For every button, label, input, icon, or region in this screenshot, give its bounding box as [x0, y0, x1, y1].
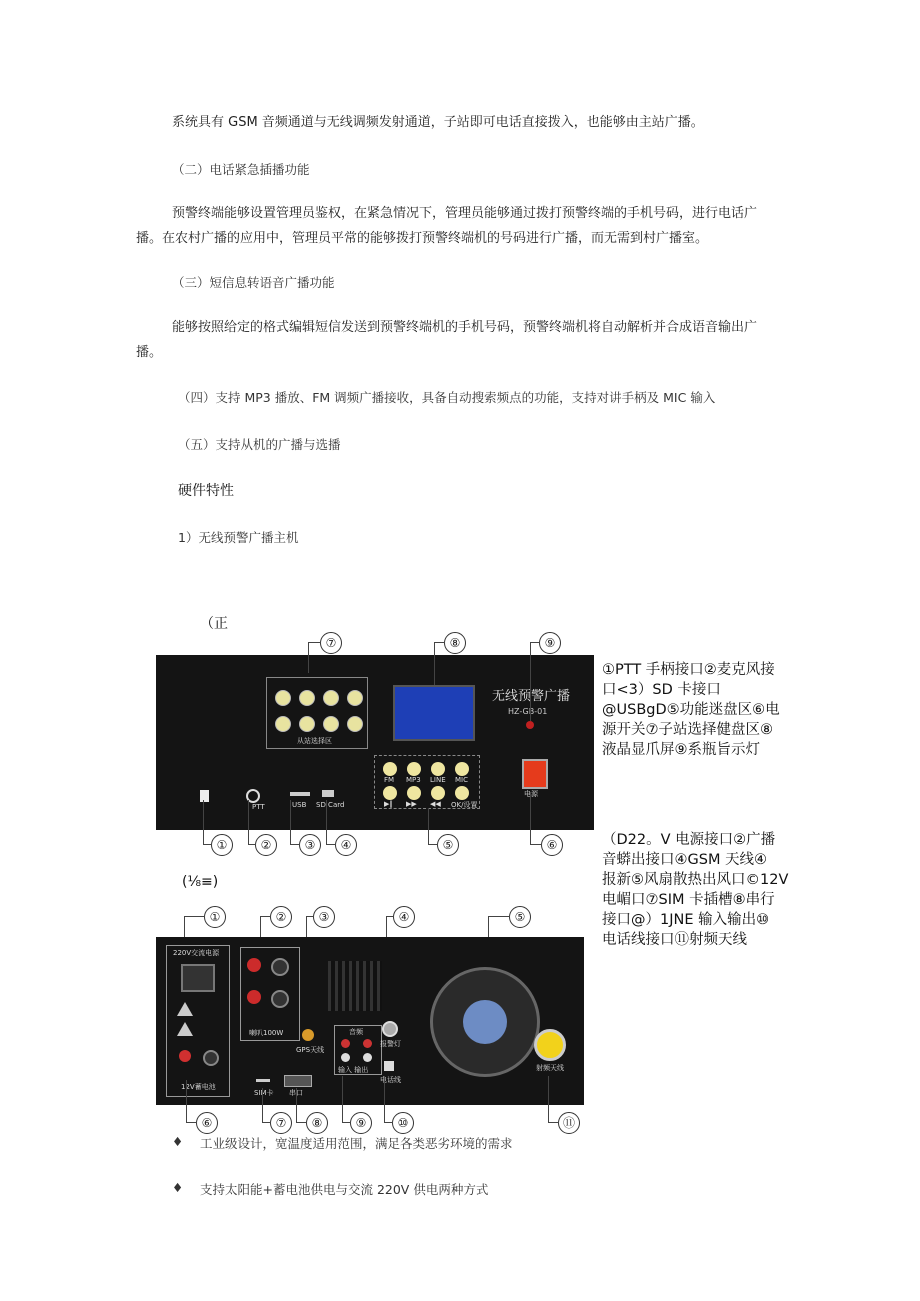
bullet-industrial-design: 工业级设计，宽温度适用范围，满足各类恶劣环境的需求	[200, 1136, 513, 1151]
front-legend-line: ①PTT 手柄接口②麦克风接	[602, 662, 775, 678]
front-callout-6: ⑥	[541, 834, 563, 856]
front-callout-9: ⑨	[539, 632, 561, 654]
serial-port	[284, 1075, 312, 1087]
vent-grille	[328, 961, 382, 1011]
front-panel-legend	[602, 660, 780, 760]
device-model: HZ-GB-01	[508, 707, 548, 716]
gps-label: GPS天线	[296, 1046, 325, 1054]
rear-panel-legend	[602, 830, 788, 950]
rear-callout-8: ⑧	[306, 1112, 328, 1134]
rear-leader-7	[262, 1088, 271, 1123]
rear-callout-11: ⑪	[558, 1112, 580, 1134]
ac-socket	[181, 964, 215, 992]
sd-label: SD Card	[316, 801, 345, 809]
usb-label: USB	[292, 801, 307, 809]
host-heading: 1）无线预警广播主机	[178, 530, 299, 545]
ptt-label: PTT	[252, 803, 265, 811]
gps-antenna-port	[302, 1029, 314, 1041]
rear-callout-4: ④	[393, 906, 415, 928]
front-panel-caption: （正	[200, 616, 228, 632]
func-label-line: LINE	[430, 776, 446, 784]
func-label-play: ▶‖	[384, 800, 393, 808]
phone-line-port	[384, 1061, 394, 1071]
rear-panel-image	[156, 937, 584, 1105]
rca-jack	[363, 1039, 372, 1048]
rear-leader-11	[548, 1076, 559, 1123]
bullet-marker: ♦	[172, 1134, 184, 1149]
func-label-mp3: MP3	[406, 776, 421, 784]
rca-jack	[341, 1053, 350, 1062]
speaker-output-box	[240, 947, 300, 1041]
audio-io-box	[334, 1025, 382, 1075]
speaker-terminal-black	[271, 958, 289, 976]
lcd-screen	[393, 685, 475, 741]
speaker-terminal-red	[247, 958, 261, 972]
status-indicator-lamp	[526, 721, 534, 729]
front-callout-8: ⑧	[444, 632, 466, 654]
front-leader-6	[530, 792, 542, 845]
rear-callout-6: ⑥	[196, 1112, 218, 1134]
front-leader-3	[290, 800, 300, 845]
sd-slot	[290, 792, 310, 796]
rear-leader-8	[296, 1088, 307, 1123]
rear-panel-caption: (⅛≡)	[182, 874, 219, 890]
rear-callout-9: ⑨	[350, 1112, 372, 1134]
front-legend-line: 液晶显爪屏⑨系瓶旨示灯	[602, 742, 760, 758]
front-leader-7	[308, 642, 321, 673]
ac-power-box	[166, 945, 230, 1097]
rf-antenna-port	[534, 1029, 566, 1061]
func-label-next: ▶▶	[406, 800, 417, 808]
paragraph-emergency-line2: 播。在农村广播的应用中，管理员平常的能够拨打预警终端机的号码进行广播，而无需到村广播室。	[136, 231, 709, 246]
warning-icon	[177, 1022, 193, 1036]
rca-jack	[341, 1039, 350, 1048]
rear-callout-10: ⑩	[392, 1112, 414, 1134]
front-leader-2	[248, 800, 256, 845]
front-callout-5: ⑤	[437, 834, 459, 856]
rear-callout-1: ①	[204, 906, 226, 928]
speaker-terminal-black	[271, 990, 289, 1008]
station-keypad-label: 从站选择区	[297, 737, 332, 745]
rear-callout-3: ③	[313, 906, 335, 928]
rf-label: 射频天线	[536, 1064, 564, 1072]
section-heading-2: （二）电话紧急插播功能	[172, 162, 310, 177]
rear-legend-line: 音蟒出接口④GSM 天线④	[602, 852, 768, 868]
rear-legend-line: （D22。V 电源接口②广播	[602, 832, 776, 848]
usb-port	[322, 790, 334, 797]
audio-sublabel: 输入 输出	[338, 1066, 369, 1074]
front-legend-line: @USBgD⑤功能迷盘区⑥电	[602, 702, 780, 718]
dc-label: 12V蓄电池	[181, 1083, 216, 1091]
power-label: 电源	[524, 790, 538, 798]
func-label-ok: OK/设置	[451, 801, 478, 809]
func-label-fm: FM	[384, 776, 395, 784]
function-keypad	[374, 755, 480, 809]
phone-label: 电话线	[380, 1076, 401, 1084]
sim-label: SIM卡	[254, 1089, 274, 1097]
rca-jack	[363, 1053, 372, 1062]
paragraph-sms-line2: 播。	[136, 345, 163, 360]
func-label-mic: MIC	[455, 776, 468, 784]
gsm-label: 报警灯	[380, 1040, 401, 1048]
gsm-antenna-port	[382, 1021, 398, 1037]
rear-leader-6	[186, 1080, 197, 1123]
cooling-fan	[430, 967, 540, 1077]
rear-callout-2: ②	[270, 906, 292, 928]
front-legend-line: 口<3）SD 卡接口	[602, 682, 721, 698]
speaker-label: 喇叭100W	[249, 1029, 284, 1037]
hardware-heading: 硬件特性	[178, 483, 234, 499]
front-leader-9	[530, 642, 540, 721]
fan-hub	[463, 1000, 507, 1044]
section-heading-5: （五）支持从机的广播与选播	[178, 437, 341, 452]
audio-label: 音频	[349, 1028, 363, 1036]
bullet-marker: ♦	[172, 1180, 184, 1195]
paragraph-gsm: 系统具有 GSM 音频通道与无线调频发射通道，子站即可电话直接拨入，也能够由主站广播。	[172, 115, 704, 130]
front-callout-2: ②	[255, 834, 277, 856]
rear-legend-line: 电嵋口⑦SIM 卡插槽⑧串行	[602, 892, 775, 908]
rear-legend-line: 电话线接口⑪射频天线	[602, 932, 747, 948]
rear-callout-7: ⑦	[270, 1112, 292, 1134]
dc-terminal-red	[179, 1050, 191, 1062]
rear-leader-10	[384, 1076, 393, 1123]
front-callout-1: ①	[211, 834, 233, 856]
sim-slot	[256, 1079, 270, 1082]
station-keypad	[266, 677, 368, 749]
power-switch	[522, 759, 548, 789]
front-leader-5	[428, 808, 438, 845]
func-label-prev: ◀◀	[430, 800, 441, 808]
section-heading-4: （四）支持 MP3 播放、FM 调频广播接收，具备自动搜索频点的功能，支持对讲手柄及 MIC 输入	[178, 390, 716, 405]
front-legend-line: 源开关⑦子站选择健盘区⑧	[602, 722, 773, 738]
rear-callout-5: ⑤	[509, 906, 531, 928]
speaker-terminal-red	[247, 990, 261, 1004]
rear-legend-line: 接口@）1JNE 输入输出⑩	[602, 912, 770, 928]
warning-icon	[177, 1002, 193, 1016]
front-leader-8	[434, 642, 445, 685]
serial-label: 串口	[289, 1089, 303, 1097]
paragraph-sms-line1: 能够按照给定的格式编辑短信发送到预警终端机的手机号码，预警终端机将自动解析并合成语音输出广	[172, 320, 758, 335]
rear-leader-1	[184, 916, 205, 939]
dc-terminal-black	[203, 1050, 219, 1066]
front-callout-7: ⑦	[320, 632, 342, 654]
front-callout-3: ③	[299, 834, 321, 856]
rear-leader-9	[342, 1076, 351, 1123]
front-leader-1	[203, 800, 212, 845]
bullet-power-supply: 支持太阳能+蓄电池供电与交流 220V 供电两种方式	[200, 1182, 489, 1197]
device-title: 无线预警广播	[492, 689, 571, 704]
paragraph-emergency-line1: 预警终端能够设置管理员鉴权，在紧急情况下，管理员能够通过拨打预警终端的手机号码，进行电话广	[172, 206, 758, 221]
section-heading-3: （三）短信息转语音广播功能	[172, 275, 335, 290]
front-callout-4: ④	[335, 834, 357, 856]
front-leader-4	[326, 800, 336, 845]
rear-legend-line: 报新⑤风扇散热出风口©12V	[602, 872, 789, 888]
front-panel-image	[156, 655, 594, 830]
ac-label: 220V交流电源	[173, 949, 220, 957]
